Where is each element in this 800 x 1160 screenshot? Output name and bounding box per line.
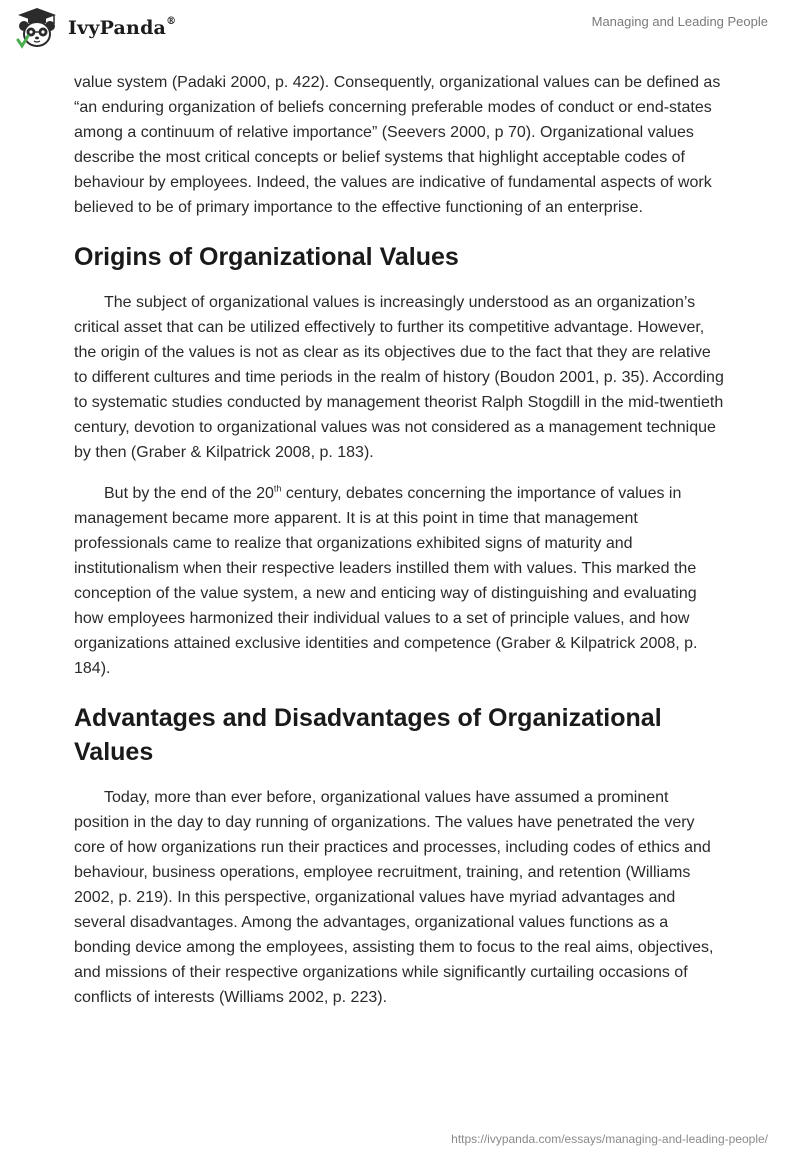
panda-mascot-icon bbox=[14, 6, 60, 50]
registered-mark: ® bbox=[166, 16, 177, 27]
page-header bbox=[0, 0, 800, 70]
source-url[interactable]: https://ivypanda.com/essays/managing-and-leading-people/ bbox=[451, 1132, 768, 1146]
paragraph-2: The subject of organizational values is increasingly understood as an organization’s critical asset that can be utilized effectively to further its competitive advantage. However, the origin of the values is not as clear as its objectives due to the fact that they are relative to different cultures and time periods in the realm of history (Boudon 2001, p. 35). According to systematic studies conducted by management theorist Ralph Stogdill in the mid-twentieth century, devotion to organizational values was not considered as a management technique by then (Graber & Kilpatrick 2008, p. 183). bbox=[74, 294, 724, 461]
paragraph-1: value system (Padaki 2000, p. 422). Consequently, organizational values can be defined as “an enduring organization of beliefs concerning preferable modes of conduct or end-states among a continuum of relative importance” (Seevers 2000, p 70). Organizational values describe the most critical concepts or belief systems that highlight acceptable codes of behaviour by employees. Indeed, the values are indicative of fundamental aspects of work believed to be of primary importance to the effective functioning of an enterprise. bbox=[74, 74, 721, 216]
running-title: Managing and Leading People bbox=[591, 14, 768, 29]
heading-origins: Origins of Organizational Values bbox=[74, 243, 459, 271]
heading-advantages: Advantages and Disadvantages of Organizational Values bbox=[74, 704, 662, 766]
essay-body bbox=[74, 70, 724, 1026]
ivypanda-logo[interactable] bbox=[14, 6, 176, 50]
paragraph-4: Today, more than ever before, organizational values have assumed a prominent position in the day to day running of organizations. The values have penetrated the very core of how organizations run their practices and processes, including codes of ethics and behaviour, business operations, employee recruitment, training, and retention (Williams 2002, p. 219). In this perspective, organizational values have myriad advantages and several disadvantages. Among the advantages, organizational values functions as a bonding device among the employees, assisting them to focus to the real aims, objectives, and missions of their respective organizations while significantly curtailing occasions of conflicts of interests (Williams 2002, p. 223). bbox=[74, 789, 714, 1006]
ordinal-suffix: th bbox=[273, 483, 282, 494]
paragraph-3: But by the end of the 20th century, debates concerning the importance of values in management became more apparent. It is at this point in time that management professionals came to realize that organizations exhibited signs of maturity and institutionalism when their respective leaders instilled them with values. This marked the conception of the value system, a new and enticing way of distinguishing and evaluating how employees harmonized their individual values to a set of principle values, and how organizations attained exclusive identities and competence (Graber & Kilpatrick 2008, p. 184). bbox=[74, 483, 698, 677]
brand-name: IvyPanda® bbox=[68, 16, 177, 39]
